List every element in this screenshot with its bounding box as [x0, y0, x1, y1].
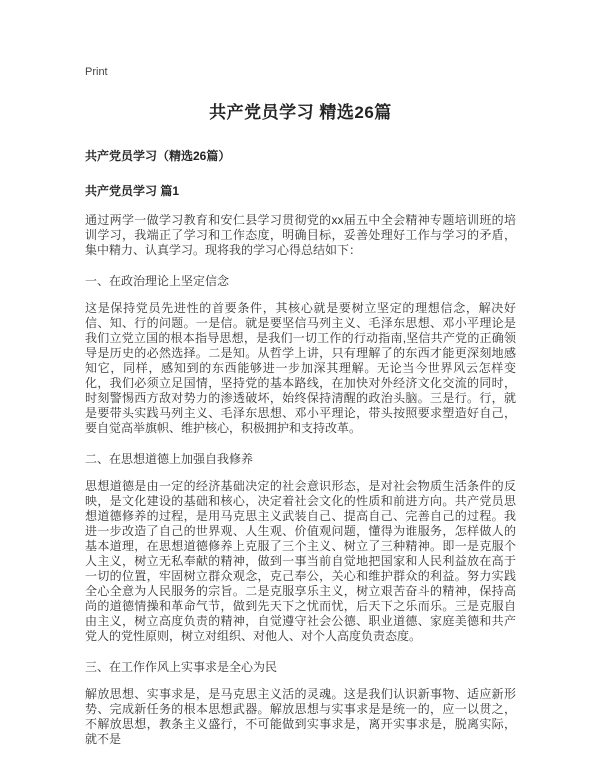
section-heading: 二、在思想道德上加强自我修养	[85, 452, 254, 466]
document-title: 共产党员学习 精选26篇	[209, 103, 392, 122]
section-heading: 一、在政治理论上坚定信念	[85, 274, 230, 288]
print-button[interactable]: Print	[85, 66, 108, 78]
document-subtitle: 共产党员学习（精选26篇）	[85, 149, 231, 163]
part-heading: 共产党员学习 篇1	[85, 184, 180, 198]
intro-paragraph: 通过两学一做学习教育和安仁县学习贯彻党的xx届五中全会精神专题培训班的培训学习，我端正了学习和工作态度，明确目标，妥善处理好工作与学习的矛盾，集中精力、认真学习。现将我的学习心得总结如下：	[85, 213, 516, 257]
section-politics	[85, 274, 516, 436]
section-workstyle	[85, 660, 516, 747]
section-body: 思想道德是由一定的经济基础决定的社会意识形态，是对社会物质生活条件的反映，是文化建设的基础和核心，决定着社会文化的性质和前进方向。共产党员思想道德修养的过程，是用马克思主义武装自己、提高自己、完善自己的过程。我进一步改造了自己的世界观、人生观、价值观问题，懂得为谁服务，怎样做人的基本道理，在思想道德修养上克服了三个主义、树立了三种精神。即一是克服个人主义，树立无私奉献的精神，做到一事当前自觉地把国家和人民利益放在高于一切的位置，牢固树立群众观念，克己奉公，关心和维护群众的利益。努力实践全心全意为人民服务的宗旨。二是克服享乐主义，树立艰苦奋斗的精神，保持高尚的道德情操和革命气节，做到先天下之忧而忧，后天下之乐而乐。三是克服自由主义，树立高度负责的精神，自觉遵守社会公德、职业道德、家庭美德和共产党人的党性原则，树立对组织、对他人、对个人高度负责态度。	[85, 479, 516, 643]
section-morality	[85, 452, 516, 644]
section-body: 解放思想、实事求是，是马克思主义活的灵魂。这是我们认识新事物、适应新形势、完成新任务的根本思想武器。解放思想与实事求是是统一的，应一以贯之，不解放思想，教条主义盛行，不可能做到实事求是，离开实事求是，脱离实际，就不是	[85, 687, 516, 746]
section-heading: 三、在工作作风上实事求是全心为民	[85, 660, 278, 674]
section-body: 这是保持党员先进性的首要条件，其核心就是要树立坚定的理想信念，解决好信、知、行的问题。一是信。就是要坚信马列主义、毛泽东思想、邓小平理论是我们立党立国的根本指导思想，是我们一切工作的行动指南,坚信共产党的正确领导是历史的必然选择。二是知。从哲学上讲，只有理解了的东西才能更深刻地感知它，同样，感知到的东西能够进一步加深其理解。无论当今世界风云怎样变化，我们必须立足国情，坚持党的基本路线，在加快对外经济文化交流的同时，时刻警惕西方敌对势力的渗透破坏，始终保持清醒的政治头脑。三是行。行，就是要带头实践马列主义、毛泽东思想、邓小平理论，带头按照要求塑造好自己，要自觉高举旗帜、维护核心，积极拥护和支持改革。	[85, 301, 516, 435]
